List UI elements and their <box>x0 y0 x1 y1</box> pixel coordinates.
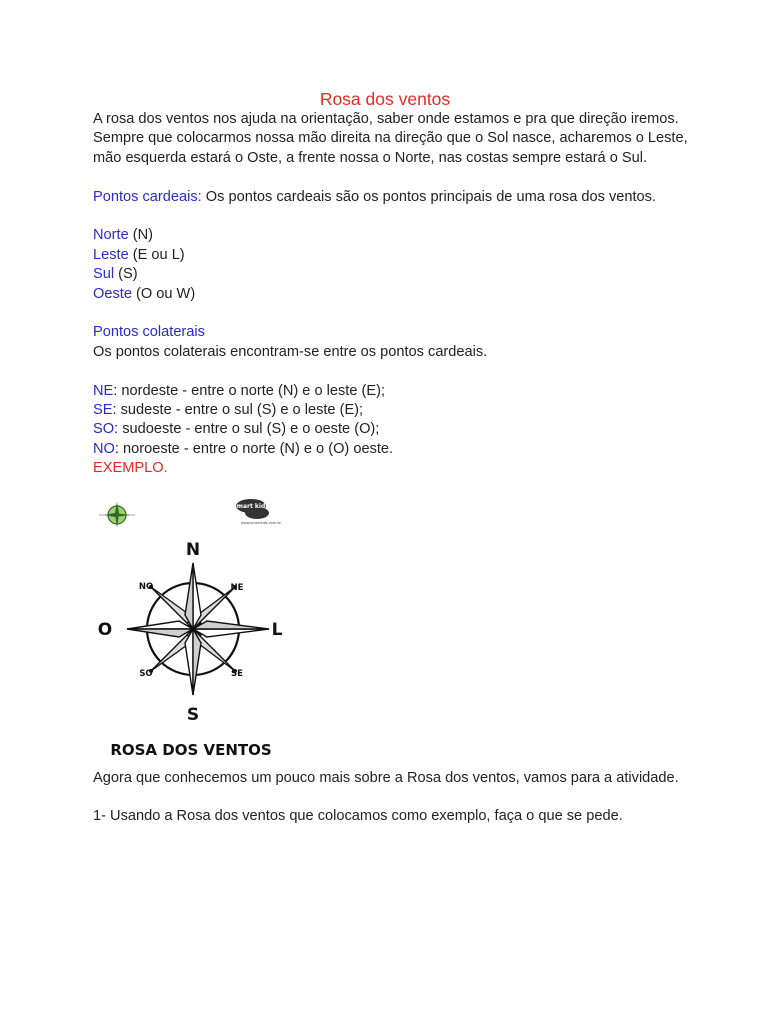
colateral-desc: : nordeste - entre o norte (N) e o leste (E); <box>113 382 386 399</box>
cardeal-name: Sul <box>93 266 115 283</box>
colateral-code: SO <box>93 421 115 438</box>
colaterais-label: Pontos colaterais <box>93 324 205 341</box>
colateral-code: NO <box>93 440 115 457</box>
colateral-item <box>93 440 693 459</box>
cardeal-name: Oeste <box>93 285 132 302</box>
colaterais-text: Os pontos colaterais encontram-se entre os pontos cardeais. <box>93 343 488 360</box>
cardeal-abbr: (E ou L) <box>128 246 185 263</box>
label-sudoeste: SO <box>139 668 153 679</box>
label-nordeste: NE <box>230 582 244 593</box>
cardeais-text: Os pontos cardeais são os pontos principais de uma rosa dos ventos. <box>201 188 656 205</box>
intro-paragraph-2: Sempre que colocarmos nossa mão direita na direção que o Sol nasce, acharemos o Leste, mão esquerda estará o Oste, a frente nossa o Norte, nas costas sempre estará o Sul. <box>93 130 688 166</box>
compass-rose-figure <box>91 495 291 765</box>
cardeal-abbr: (O ou W) <box>131 285 196 302</box>
logo-url: www.smartkids.com.br <box>241 520 281 525</box>
colateral-item <box>93 420 693 439</box>
label-noroeste: NO <box>138 581 154 592</box>
colateral-desc: : sudoeste - entre o sul (S) e o oeste (O); <box>114 421 380 438</box>
outro-paragraph-2: 1- Usando a Rosa dos ventos que colocamos como exemplo, faça o que se pede. <box>93 808 623 825</box>
cardeal-item <box>93 265 693 284</box>
cardeais-paragraph <box>93 188 693 207</box>
cardeal-name: Norte <box>93 227 129 244</box>
colateral-item <box>93 382 693 401</box>
cardeais-label: Pontos cardeais: <box>93 188 202 205</box>
document-page <box>93 88 693 827</box>
figure-caption: ROSA DOS VENTOS <box>110 740 272 759</box>
colateral-item <box>93 401 693 420</box>
logo-text: smart kids <box>233 502 269 510</box>
cardeal-name: Leste <box>93 246 129 263</box>
compass-rose-image <box>91 495 291 765</box>
page-title: Rosa dos ventos <box>319 89 451 109</box>
colateral-desc: : noroeste - entre o norte (N) e o (O) oeste. <box>114 440 394 457</box>
label-sudeste: SE <box>231 668 243 679</box>
colateral-code: NE <box>93 382 114 399</box>
cardeal-abbr: (N) <box>128 227 154 244</box>
cardeal-abbr: (S) <box>114 266 138 283</box>
outro-paragraph-1: Agora que conhecemos um pouco mais sobre a Rosa dos ventos, vamos para a atividade. <box>93 769 679 786</box>
colateral-desc: : sudeste - entre o sul (S) e o leste (E); <box>112 402 364 419</box>
label-south: S <box>186 704 200 725</box>
intro-paragraph-1: A rosa dos ventos nos ajuda na orientação, saber onde estamos e pra que direção iremos. <box>93 111 679 127</box>
colateral-code: SE <box>93 402 113 419</box>
cardeal-item <box>93 226 693 245</box>
label-west: O <box>97 619 113 640</box>
label-north: N <box>185 539 201 560</box>
label-east: L <box>271 619 283 640</box>
cardeal-item <box>93 285 693 304</box>
cardeal-item <box>93 246 693 265</box>
example-label: EXEMPLO. <box>93 460 168 477</box>
